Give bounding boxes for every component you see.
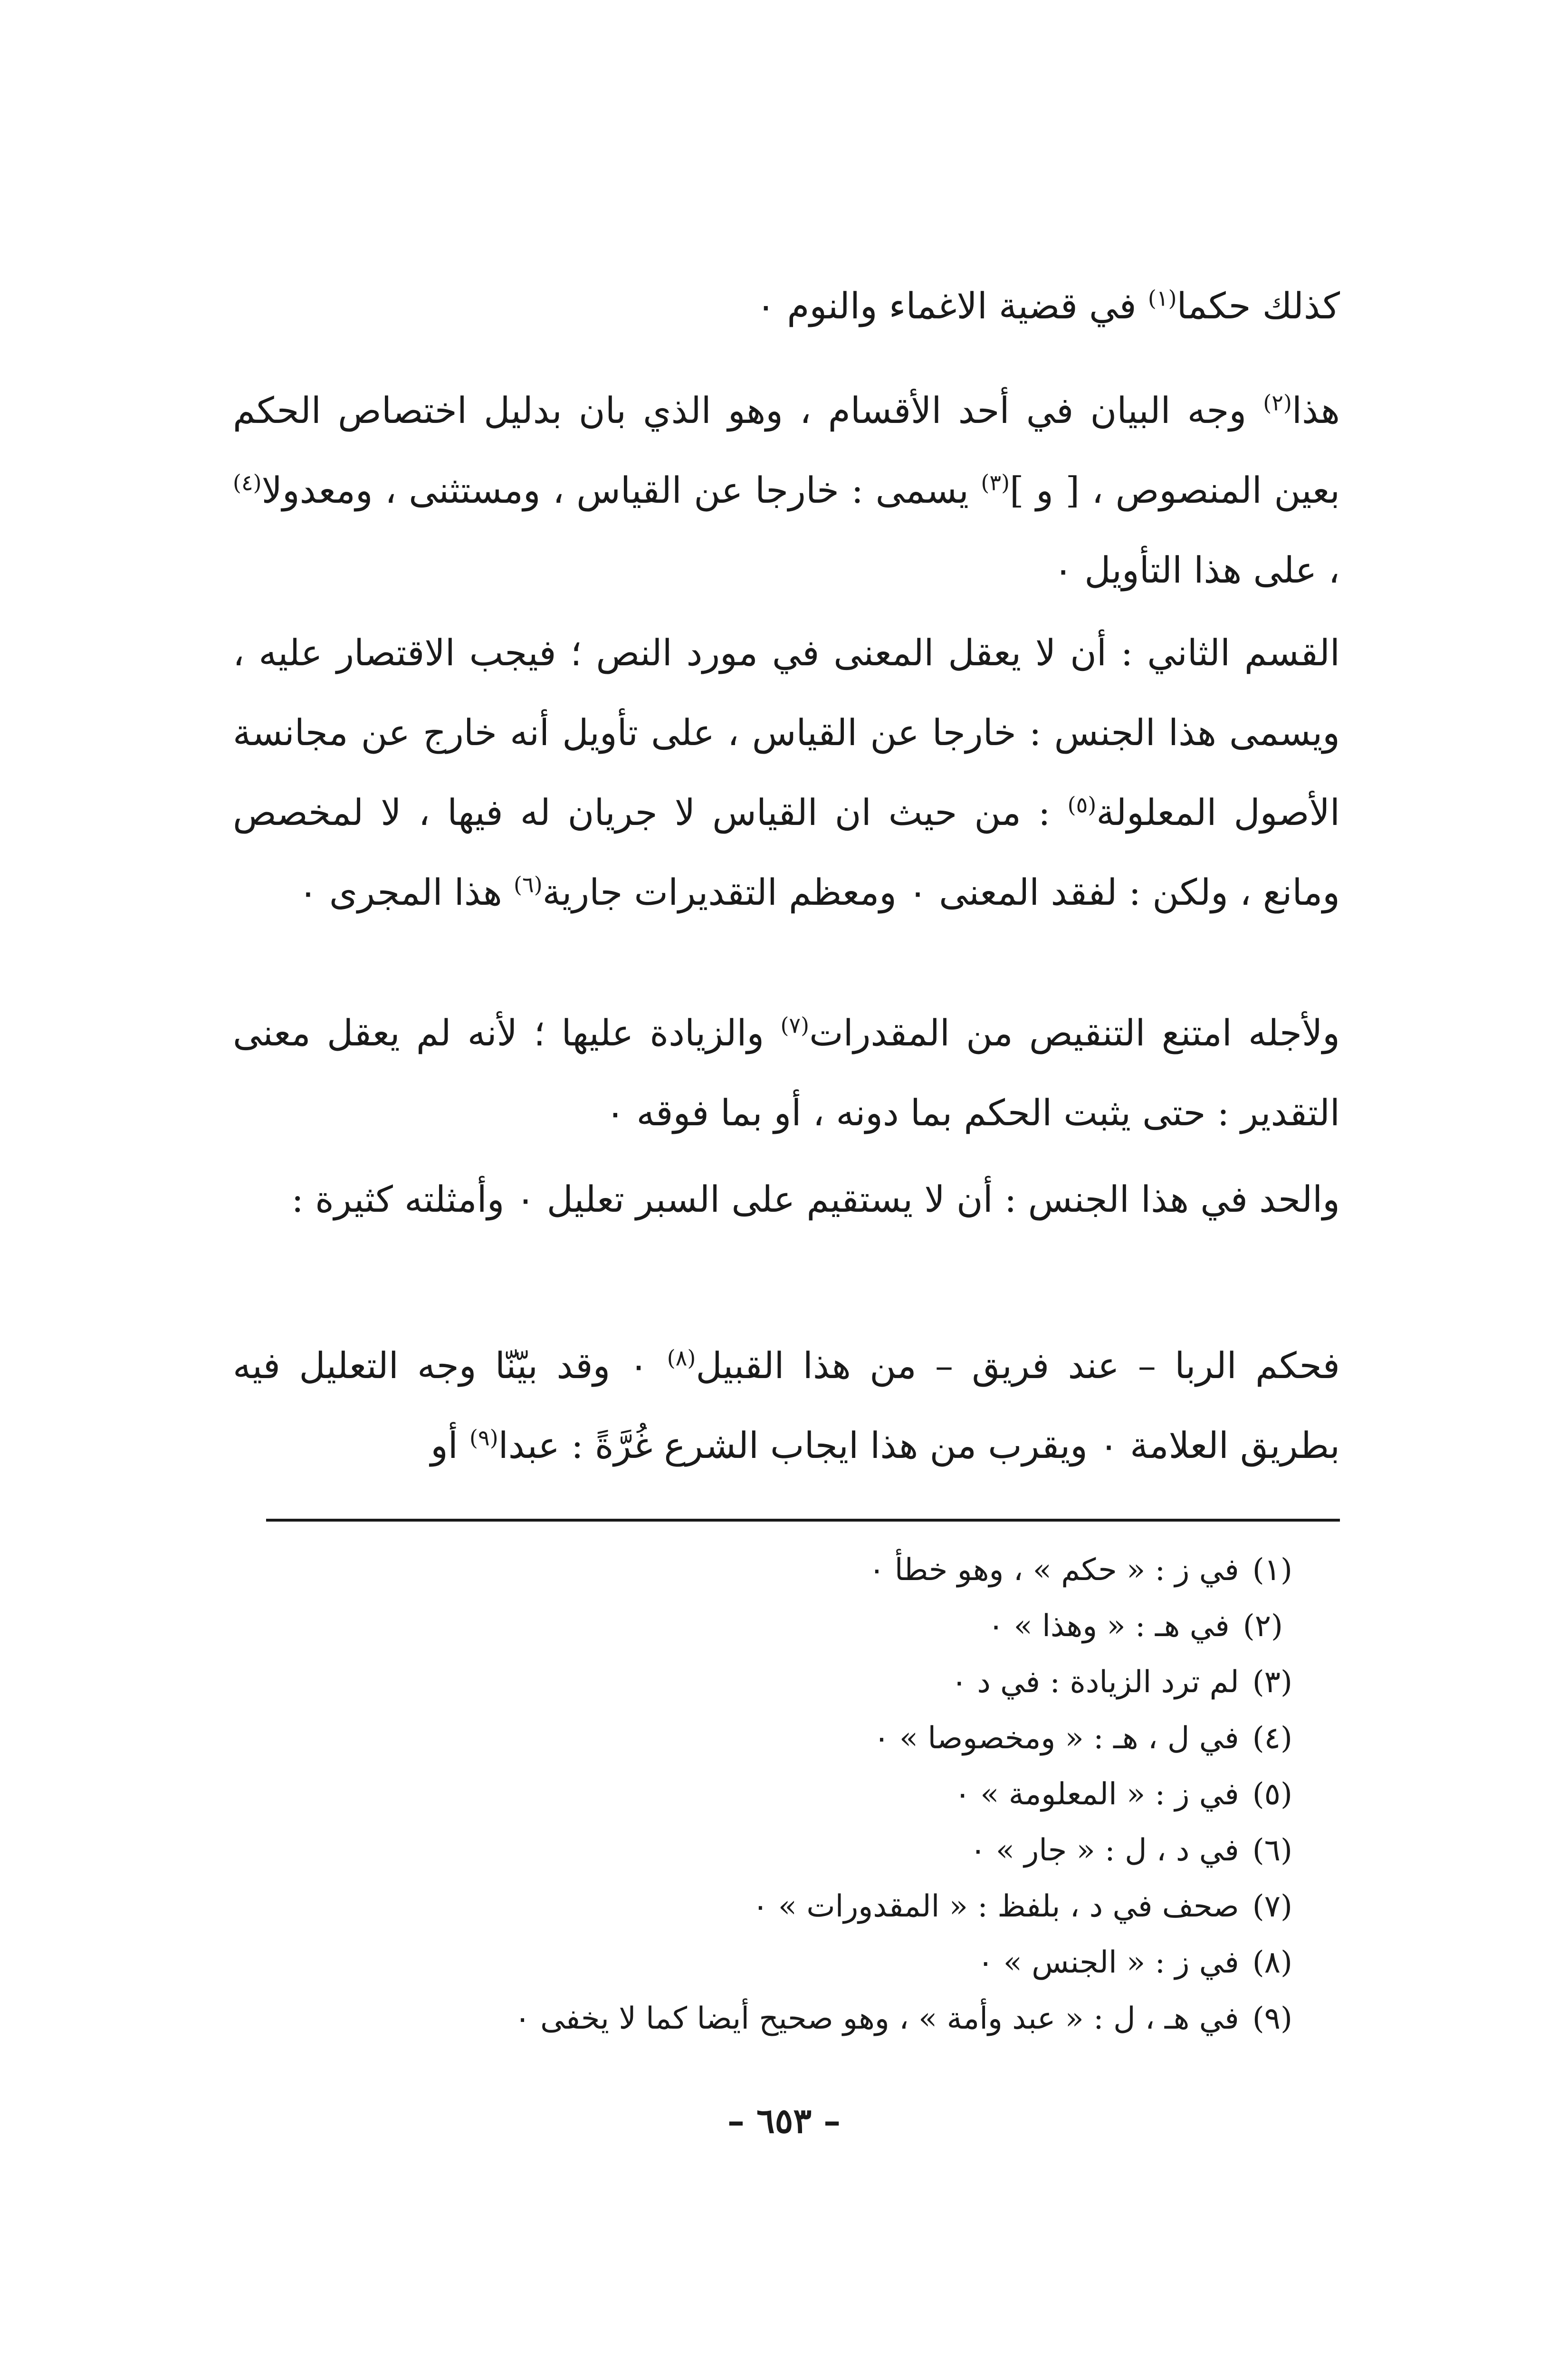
main-text (233, 266, 1340, 346)
footnote-number: (٦) (1252, 1833, 1292, 1868)
footnote-number: (٣) (1252, 1665, 1292, 1700)
paragraph-6: فحكم الربا – عند فريق – من هذا القبيل$^{(٨)}$ ٠ وقد بيّنّا وجه التعليل فيه بطريق العلامة ٠ ويقرب من هذا ايجاب الشرع غُرَّةً : عبدا$^{(٩)}$ أو (233, 1344, 1340, 1466)
footnote-item (266, 1654, 1292, 1710)
footnote-item (266, 1991, 1292, 2047)
page-number: – ٦٥٣ – (727, 2100, 841, 2141)
paragraph-1: كذلك حكما$^{(١)}$ في قضية الاغماء والنوم ٠ (756, 285, 1340, 327)
footnote-text: في د ، ل : « جار » ٠ (970, 1833, 1239, 1868)
paragraph-4: ولأجله امتنع التنقيص من المقدرات$^{(٧)}$ والزيادة عليها ؛ لأنه لم يعقل معنى التقدير : حتى يثبت الحكم بما دونه ، أو بما فوقه ٠ (233, 1012, 1340, 1134)
footnote-text: في ز : « المعلومة » ٠ (954, 1777, 1239, 1812)
footnote-number: (٤) (1252, 1721, 1292, 1756)
footnote-number: (٢) (1243, 1609, 1283, 1644)
footnote-text: في ز : « حكم » ، وهو خطأ ٠ (869, 1552, 1239, 1588)
footnote-number: (٩) (1252, 2001, 1292, 2036)
footnote-text: لم ترد الزيادة : في د ٠ (951, 1665, 1239, 1700)
footnote-item (266, 1935, 1292, 1991)
main-text-2 (233, 371, 1340, 610)
footnotes-list (266, 1542, 1292, 2047)
paragraph-2: هذا$^{(٢)}$ وجه البيان في أحد الأقسام ، وهو الذي بان بدليل اختصاص الحكم بعين المنصوص ، [ و ]$^{(٣)}$ يسمى : خارجا عن القياس ، ومستثنى ، ومعدولا$^{(٤)}$ ، على هذا التأويل ٠ (233, 389, 1340, 591)
footnote-item (266, 1822, 1292, 1878)
paragraph-3: القسم الثاني : أن لا يعقل المعنى في مورد النص ؛ فيجب الاقتصار عليه ، ويسمى هذا الجنس : خارجا عن القياس ، على تأويل أنه خارج عن مجانسة الأصول المعلولة$^{(٥)}$ : من حيث ان القياس لا جريان له فيها ، لا لمخصص ومانع ، ولكن : لفقد المعنى ٠ ومعظم التقديرات جارية$^{(٦)}$ هذا المجرى ٠ (233, 632, 1340, 913)
main-text-4 (233, 993, 1340, 1153)
main-text-5 (233, 1159, 1340, 1239)
footnote-number: (٧) (1252, 1889, 1292, 1924)
footnote-text: في ل ، هـ : « ومخصوصا » ٠ (873, 1721, 1239, 1756)
footnote-number: (١) (1252, 1552, 1292, 1588)
footnote-item (266, 1542, 1292, 1598)
main-text-3 (233, 613, 1340, 932)
footnote-text: في هـ ، ل : « عبد وأمة » ، وهو صحيح أيضا كما لا يخفى ٠ (514, 2001, 1239, 2036)
footnote-text: في ز : « الجنس » ٠ (977, 1945, 1239, 1980)
footnote-item (266, 1766, 1292, 1822)
footnote-text: في هـ : « وهذا » ٠ (987, 1609, 1230, 1644)
paragraph-5: والحد في هذا الجنس : أن لا يستقيم على السبر تعليل ٠ وأمثلته كثيرة : (291, 1178, 1340, 1220)
footnote-number: (٥) (1252, 1777, 1292, 1812)
footnote-number: (٨) (1252, 1945, 1292, 1980)
footnote-item (266, 1710, 1292, 1766)
footnote-divider (266, 1519, 1340, 1522)
footnote-text: صحف في د ، بلفظ : « المقدورات » ٠ (752, 1889, 1239, 1924)
footnote-item (266, 1598, 1292, 1654)
footnote-item (266, 1878, 1292, 1935)
main-text-6 (233, 1326, 1340, 1485)
